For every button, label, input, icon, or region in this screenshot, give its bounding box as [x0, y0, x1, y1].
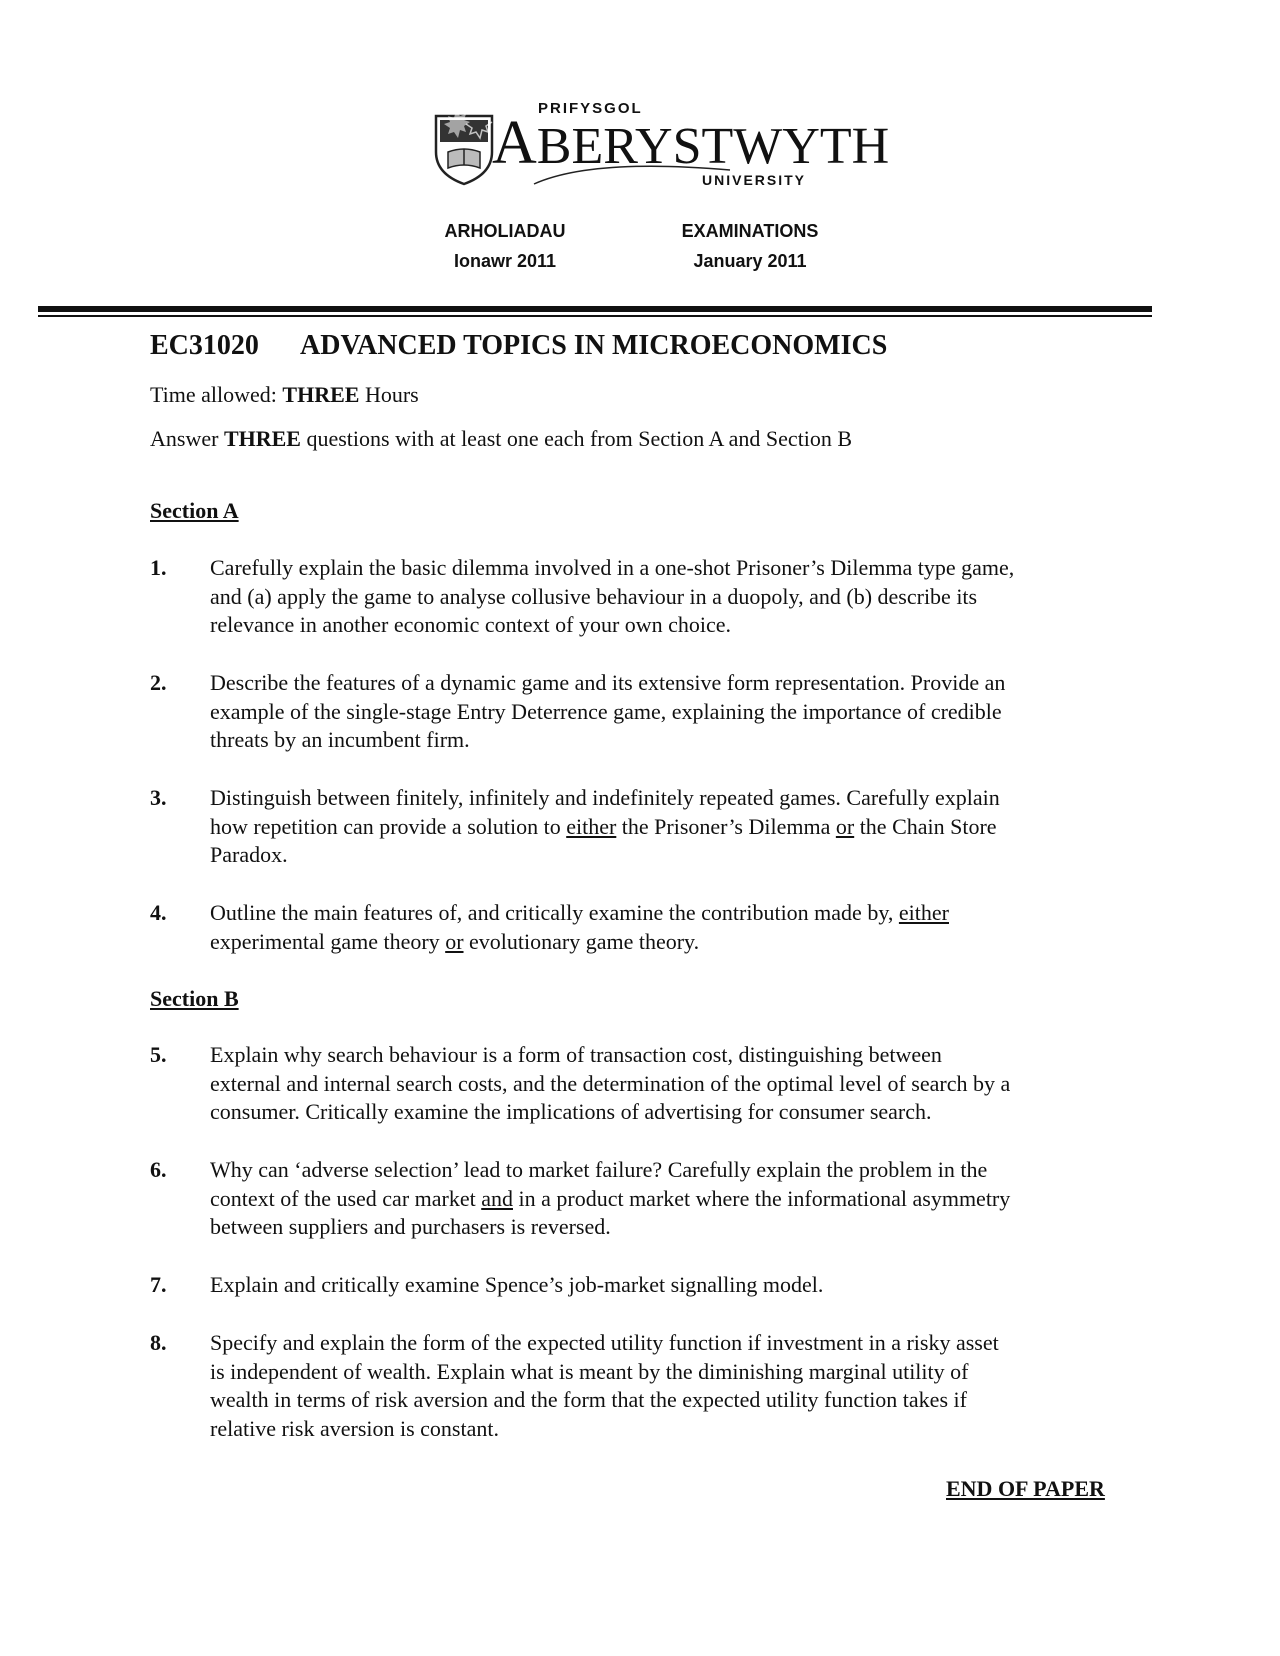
end-of-paper: END OF PAPER	[946, 1476, 1105, 1501]
university-logo	[432, 98, 890, 190]
exam-paper-page: PRIFYSGOL ABERYSTWYTH UNIVERSITY ARHOLIADAU Ionawr 2011 EXAMINATIONS January 2011 EC31020 ADVANCED TOPICS IN MICROECONOMICS Time allowed: THREE Hours Answer THREE questions with at least one each from Section A and Section B Section A 1. Carefully explain the basic dilemma involved in a one-shot Prisoner’s Dilemma type game, and (a) apply the game to analyse collusive behaviour in a duopoly, and (b) describe its relevance in another economic context of your own choice. 2. Describe the features of a dynamic game and its extensive form representation. Provide an example of the single-stage Entry Deterrence game, explaining the importance of credible threats by an incumbent firm. 3. Distinguish between finitely, infinitely and indefinitely repeated games. Carefully explain how repetition can provide a solution to either the Prisoner’s Dilemma or the Chain Store Paradox. 4. Outline the main features of, and critically examine the contribution made by, either experimental game theory or evolutionary game theory. Section B 5. Explain why search behaviour is a form of transaction cost, distinguishing between external and internal search costs, and the determination of the optimal level of search by a consumer. Critically examine the implications of advertising for consumer search. 6. Why can ‘adverse selection’ lead to market failure? Carefully explain the problem in the context of the used car market and in a product market where the informational asymmetry between suppliers and purchasers is reversed. 7. Explain and critically examine Spence’s job-market signalling model. 8. Specify and explain the form of the expected utility function if investment in a risky asset is independent of wealth. Explain what is meant by the diminishing marginal utility of wealth in terms of risk aversion and the form that the expected utility function takes if relative risk aversion is constant. END OF PAPER	[0, 0, 1280, 1656]
course-code: EC31020	[150, 330, 259, 361]
answer-instruction: Answer THREE questions with at least one each from Section A and Section B	[150, 426, 853, 451]
course-title	[150, 330, 887, 362]
english-label: EXAMINATIONS	[681, 221, 819, 241]
welsh-label: ARHOLIADAU	[444, 221, 566, 241]
welsh-header	[420, 216, 590, 276]
time-allowed: Time allowed: THREE Hours	[150, 382, 419, 407]
logo-aberystwyth-text: ABERYSTWYTH	[492, 109, 890, 177]
section-a-heading: Section A	[150, 498, 239, 523]
section-b-heading: Section B	[150, 986, 239, 1011]
university-crest-icon	[432, 112, 496, 186]
welsh-date: Ionawr 2011	[453, 251, 557, 271]
logo-prifysgol-text: PRIFYSGOL	[538, 100, 643, 117]
header-rule-thick	[38, 306, 1152, 312]
course-name: ADVANCED TOPICS IN MICROECONOMICS	[300, 330, 888, 361]
english-date: January 2011	[693, 251, 807, 271]
header-rule-thin	[38, 315, 1152, 317]
english-header	[660, 216, 840, 276]
logo-university-text: UNIVERSITY	[702, 172, 807, 188]
